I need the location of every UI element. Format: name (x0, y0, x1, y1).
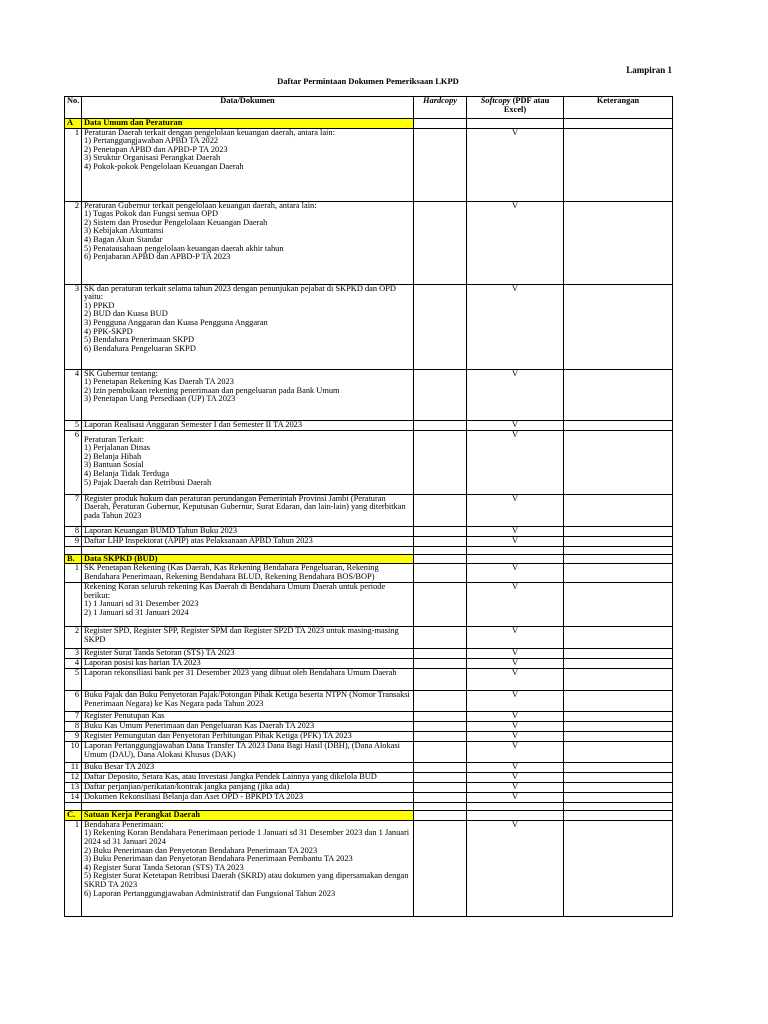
header-softcopy (467, 97, 564, 119)
header-softcopy-rest: (PDF atau Excel) (503, 96, 550, 114)
row-keterangan (564, 430, 673, 494)
row-softcopy-check: V (467, 659, 564, 669)
spacer-cell (65, 803, 82, 811)
row-keterangan (564, 284, 673, 369)
spacer-cell (414, 546, 467, 554)
document-line: Bendahara Penerimaan: (84, 820, 164, 829)
row-document (82, 494, 414, 526)
document-line: 4) Bagan Akun Standar (84, 234, 163, 244)
row-softcopy-check: V (467, 763, 564, 773)
section-letter: A (65, 119, 82, 129)
row-softcopy-check: V (467, 649, 564, 659)
row-document (82, 201, 414, 284)
row-document (82, 284, 414, 369)
row-hardcopy (414, 763, 467, 773)
row-hardcopy (414, 669, 467, 691)
spacer-row (65, 546, 673, 554)
row-softcopy-check: V (467, 712, 564, 722)
section-header-row (65, 811, 673, 821)
row-number: 3 (65, 284, 82, 369)
table-row (65, 627, 673, 649)
row-softcopy-check: V (467, 201, 564, 284)
row-keterangan (564, 669, 673, 691)
document-line: Rekening Koran seluruh rekening Kas Daerah di Bendahara Umum Daerah untuk periode berikut: (84, 582, 386, 600)
row-number: 13 (65, 783, 82, 793)
spacer-row (65, 803, 673, 811)
row-softcopy-check: V (467, 494, 564, 526)
row-number: 8 (65, 526, 82, 536)
table-row (65, 564, 673, 583)
document-title: Daftar Permintaan Dokumen Pemeriksaan LKPD (277, 76, 459, 86)
document-line: Register Penutupan Kas (84, 711, 165, 721)
row-hardcopy (414, 494, 467, 526)
row-keterangan (564, 712, 673, 722)
row-document (82, 369, 414, 420)
row-hardcopy (414, 583, 467, 627)
document-line: 3) Bantuan Sosial (84, 460, 144, 470)
section-blank-cell (467, 554, 564, 564)
document-line: 1) PPKD (84, 300, 115, 310)
row-softcopy-check: V (467, 128, 564, 201)
document-line: 5) Register Surat Ketetapan Retribusi Daerah (SKRD) atau dokumen yang dipersamakan dengan SKRD TA 2023 (84, 871, 409, 889)
row-keterangan (564, 691, 673, 712)
table-row (65, 722, 673, 732)
row-hardcopy (414, 722, 467, 732)
document-line: 2) 1 Januari sd 31 Januari 2024 (84, 607, 189, 617)
row-keterangan (564, 564, 673, 583)
table-row (65, 369, 673, 420)
document-line: 2) Buku Penerimaan dan Penyetoran Bendahara Penerimaan TA 2023 (84, 845, 318, 855)
row-hardcopy (414, 201, 467, 284)
table-row (65, 494, 673, 526)
document-line: Laporan rekonsiliasi bank per 31 Desember 2023 yang dibuat oleh Bendahara Umum Daerah (84, 668, 397, 678)
header-no: No. (65, 97, 82, 119)
document-line: Laporan Keuangan BUMD Tahun Buku 2023 (84, 526, 238, 535)
attachment-label: Lampiran 1 (626, 65, 672, 75)
row-keterangan (564, 128, 673, 201)
row-document (82, 526, 414, 536)
row-hardcopy (414, 526, 467, 536)
row-keterangan (564, 526, 673, 536)
row-softcopy-check: V (467, 742, 564, 763)
table-row (65, 742, 673, 763)
row-document (82, 691, 414, 712)
row-hardcopy (414, 820, 467, 916)
table-header-row (65, 97, 673, 119)
section-blank-cell (564, 119, 673, 129)
document-line: Laporan Realisasi Anggaran Semester I dan Semester II TA 2023 (84, 420, 303, 429)
document-line: 2) Sistem dan Prosedur Pengelolaan Keuangan Daerah (84, 217, 268, 227)
row-hardcopy (414, 712, 467, 722)
row-softcopy-check: V (467, 430, 564, 494)
row-hardcopy (414, 793, 467, 803)
row-number: 7 (65, 712, 82, 722)
row-keterangan (564, 369, 673, 420)
document-line: Register produk hukum dan peraturan perundangan Pemerintah Provinsi Jambi (Peraturan Daerah, Peraturan Gubernur, Keputusan Gubernur, Surat Edaran, dan lain-lain) yang diterbitkan pada Tahun 2023 (84, 494, 406, 520)
row-document (82, 763, 414, 773)
document-line: Dokumen Rekonsiliasi Belanja dan Aset OPD - BPKPD TA 2023 (84, 792, 304, 802)
table-row (65, 783, 673, 793)
document-line: 4) PPK-SKPD (84, 326, 133, 336)
document-line: Peraturan Gubernur terkait pengelolaan keuangan daerah, antara lain: (84, 201, 317, 210)
row-number (65, 583, 82, 627)
row-hardcopy (414, 732, 467, 742)
document-line: Buku Pajak dan Buku Penyetoran Pajak/Potongan Pihak Ketiga beserta NTPN (Nomor Transaksi Penerimaan Negara) ke Kas Negara pada Tahun 2023 (84, 690, 410, 708)
table-row (65, 284, 673, 369)
row-number: 11 (65, 763, 82, 773)
row-keterangan (564, 649, 673, 659)
row-keterangan (564, 722, 673, 732)
document-line: 1) Tugas Pokok dan Fungsi semua OPD (84, 209, 219, 219)
row-document (82, 583, 414, 627)
document-line: 5) Penatausahaan pengelolaan keuangan daerah akhir tahun (84, 243, 284, 253)
row-number: 6 (65, 430, 82, 494)
row-keterangan (564, 536, 673, 546)
row-softcopy-check: V (467, 284, 564, 369)
row-hardcopy (414, 536, 467, 546)
header-keterangan: Keterangan (564, 97, 673, 119)
document-line: 6) Laporan Pertanggungjawaban Administratif dan Fungsional Tahun 2023 (84, 888, 336, 898)
row-document (82, 669, 414, 691)
document-line: 1) 1 Januari sd 31 Desember 2023 (84, 599, 199, 609)
row-document (82, 773, 414, 783)
document-line: 3) Penetapan Uang Persediaan (UP) TA 2023 (84, 394, 236, 404)
row-softcopy-check: V (467, 783, 564, 793)
table-row (65, 536, 673, 546)
row-keterangan (564, 783, 673, 793)
document-line: Buku Kas Umum Penerimaan dan Pengeluaran Kas Daerah TA 2023 (84, 721, 315, 731)
row-softcopy-check: V (467, 583, 564, 627)
document-line: Laporan Pertanggungjawaban Dana Transfer TA 2023 Dana Bagi Hasil (DBH), (Dana Alokasi Umum (DAU), Dana Alokasi Khusus (DAK) (84, 741, 400, 759)
section-blank-cell (414, 811, 467, 821)
row-keterangan (564, 763, 673, 773)
spacer-cell (82, 803, 414, 811)
row-document (82, 536, 414, 546)
document-line: 5) Bendahara Penerimaan SKPD (84, 335, 195, 345)
row-softcopy-check: V (467, 526, 564, 536)
row-document (82, 659, 414, 669)
row-document (82, 430, 414, 494)
document-line: 3) Buku Penerimaan dan Penyetoran Bendahara Penerimaan Pembantu TA 2023 (84, 854, 353, 864)
section-blank-cell (564, 811, 673, 821)
spacer-cell (414, 803, 467, 811)
row-document (82, 793, 414, 803)
row-hardcopy (414, 691, 467, 712)
row-hardcopy (414, 742, 467, 763)
document-line: Peraturan Daerah terkait dengan pengelolaan keuangan daerah, antara lain: (84, 128, 335, 137)
table-row (65, 732, 673, 742)
row-number: 4 (65, 369, 82, 420)
table-row (65, 763, 673, 773)
row-document (82, 649, 414, 659)
row-hardcopy (414, 783, 467, 793)
table-row (65, 712, 673, 722)
row-number: 2 (65, 201, 82, 284)
row-document (82, 627, 414, 649)
document-line: 1) Rekening Koran Bendahara Penerimaan periode 1 Januari sd 31 Desember 2023 dan 1 Januari 2024 sd 31 Januari 2024 (84, 828, 410, 846)
row-number: 1 (65, 820, 82, 916)
row-keterangan (564, 494, 673, 526)
row-number: 8 (65, 722, 82, 732)
section-blank-cell (467, 119, 564, 129)
document-line: Daftar Deposito, Setara Kas, atau Investasi Jangka Pendek Lainnya yang dikelola BUD (84, 772, 377, 782)
table-row (65, 649, 673, 659)
row-keterangan (564, 583, 673, 627)
row-number: 4 (65, 659, 82, 669)
document-line: SK Gubernur tentang: (84, 369, 158, 378)
document-line: 5) Pajak Daerah dan Retribusi Daerah (84, 477, 212, 487)
document-request-table (64, 96, 673, 917)
row-number: 9 (65, 732, 82, 742)
document-line: Daftar LHP Inspektorat (APIP) atas Pelaksanaan APBD Tahun 2023 (84, 536, 313, 545)
row-number: 14 (65, 793, 82, 803)
row-document (82, 712, 414, 722)
row-number: 5 (65, 669, 82, 691)
row-hardcopy (414, 627, 467, 649)
row-document (82, 420, 414, 430)
document-line: 3) Struktur Organisasi Perangkat Daerah (84, 153, 221, 163)
row-number: 2 (65, 627, 82, 649)
table-row (65, 430, 673, 494)
document-line: 2) Belanja Hibah (84, 451, 142, 461)
document-line: 3) Kebijakan Akuntansi (84, 226, 164, 236)
row-number: 6 (65, 691, 82, 712)
section-blank-cell (467, 811, 564, 821)
row-keterangan (564, 420, 673, 430)
table-row (65, 526, 673, 536)
row-document (82, 128, 414, 201)
document-line: Register Surat Tanda Setoran (STS) TA 2023 (84, 648, 235, 658)
row-softcopy-check: V (467, 820, 564, 916)
document-line: Register Pemungutan dan Penyetoran Perhitungan Pihak Ketiga (PFK) TA 2023 (84, 731, 352, 741)
table-row (65, 820, 673, 916)
spacer-cell (82, 546, 414, 554)
row-number: 10 (65, 742, 82, 763)
row-hardcopy (414, 369, 467, 420)
section-letter: B. (65, 554, 82, 564)
row-softcopy-check: V (467, 773, 564, 783)
section-blank-cell (414, 119, 467, 129)
section-blank-cell (414, 554, 467, 564)
row-softcopy-check: V (467, 669, 564, 691)
document-line: SK Penetapan Rekening (Kas Daerah, Kas Rekening Bendahara Pengeluaran, Rekening Bendahara Penerimaan, Rekening Bendahara BLUD, Rekening Bendahara BOS/BOP) (84, 563, 379, 581)
row-keterangan (564, 732, 673, 742)
document-line: Daftar perjanjian/perikatan/kontrak jangka panjang (jika ada) (84, 782, 290, 792)
row-document (82, 742, 414, 763)
row-hardcopy (414, 564, 467, 583)
table-row (65, 773, 673, 783)
section-title: Data Umum dan Peraturan (82, 119, 414, 129)
row-number: 1 (65, 564, 82, 583)
document-line: 4) Register Surat Tanda Setoran (STS) TA 2023 (84, 862, 244, 872)
row-number: 9 (65, 536, 82, 546)
row-softcopy-check: V (467, 691, 564, 712)
row-softcopy-check: V (467, 369, 564, 420)
row-number: 3 (65, 649, 82, 659)
table-row (65, 659, 673, 669)
document-line: 4) Pokok-pokok Pengelolaan Keuangan Daerah (84, 161, 244, 171)
section-header-row (65, 119, 673, 129)
document-line: Peraturan Terkait: (84, 434, 144, 444)
table-row (65, 583, 673, 627)
row-hardcopy (414, 649, 467, 659)
table-row (65, 201, 673, 284)
header-softcopy-italic: Softcopy (480, 96, 511, 105)
spacer-cell (467, 546, 564, 554)
row-keterangan (564, 742, 673, 763)
row-hardcopy (414, 284, 467, 369)
row-keterangan (564, 659, 673, 669)
row-keterangan (564, 773, 673, 783)
document-line: SK dan peraturan terkait selama tahun 2023 dengan penunjukan pejabat di SKPKD dan OPD yaitu: (84, 284, 396, 302)
row-keterangan (564, 820, 673, 916)
row-hardcopy (414, 420, 467, 430)
table-row (65, 669, 673, 691)
section-blank-cell (564, 554, 673, 564)
table-row (65, 420, 673, 430)
row-document (82, 564, 414, 583)
row-keterangan (564, 201, 673, 284)
row-document (82, 783, 414, 793)
row-softcopy-check: V (467, 627, 564, 649)
document-line: 2) Penetapan APBD dan APBD-P TA 2023 (84, 144, 228, 154)
row-number: 1 (65, 128, 82, 201)
document-line: Laporan posisi kas harian TA 2023 (84, 658, 201, 668)
row-hardcopy (414, 659, 467, 669)
row-document (82, 722, 414, 732)
table-row (65, 793, 673, 803)
spacer-cell (467, 803, 564, 811)
section-header-row (65, 554, 673, 564)
row-document (82, 820, 414, 916)
document-line: 2) BUD dan Kuasa BUD (84, 309, 168, 319)
document-line: 6) Bendahara Pengeluaran SKPD (84, 343, 196, 353)
row-softcopy-check: V (467, 793, 564, 803)
row-softcopy-check: V (467, 420, 564, 430)
document-line: 3) Pengguna Anggaran dan Kuasa Pengguna Anggaran (84, 317, 268, 327)
row-number: 7 (65, 494, 82, 526)
table-row (65, 691, 673, 712)
section-title: Satuan Kerja Perangkat Daerah (82, 811, 414, 821)
document-line: 1) Perjalanan Dinas (84, 443, 151, 453)
row-hardcopy (414, 128, 467, 201)
header-hardcopy: Hardcopy (414, 97, 467, 119)
header-document: Data/Dokumen (82, 97, 414, 119)
row-softcopy-check: V (467, 722, 564, 732)
document-line: Buku Besar TA 2023 (84, 762, 155, 772)
document-line: 1) Penetapan Rekening Kas Daerah TA 2023 (84, 377, 234, 387)
document-line: 4) Belanja Tidak Terduga (84, 468, 170, 478)
section-letter: C. (65, 811, 82, 821)
table-row (65, 128, 673, 201)
document-line: 6) Penjabaran APBD dan APBD-P TA 2023 (84, 252, 231, 262)
spacer-cell (564, 546, 673, 554)
row-hardcopy (414, 430, 467, 494)
row-hardcopy (414, 773, 467, 783)
section-title: Data SKPKD (BUD) (82, 554, 414, 564)
spacer-cell (65, 546, 82, 554)
document-line: 1) Pertanggungjawaban APBD TA 2022 (84, 136, 219, 146)
row-keterangan (564, 627, 673, 649)
row-softcopy-check: V (467, 564, 564, 583)
row-keterangan (564, 793, 673, 803)
row-number: 5 (65, 420, 82, 430)
row-number: 12 (65, 773, 82, 783)
document-line: 2) Izin pembukaan rekening penerimaan dan pengeluaran pada Bank Umum (84, 385, 340, 395)
row-softcopy-check: V (467, 536, 564, 546)
document-line: Register SPD, Register SPP, Register SPM dan Register SP2D TA 2023 untuk masing-masing SKPD (84, 626, 399, 644)
row-document (82, 732, 414, 742)
spacer-cell (564, 803, 673, 811)
row-softcopy-check: V (467, 732, 564, 742)
